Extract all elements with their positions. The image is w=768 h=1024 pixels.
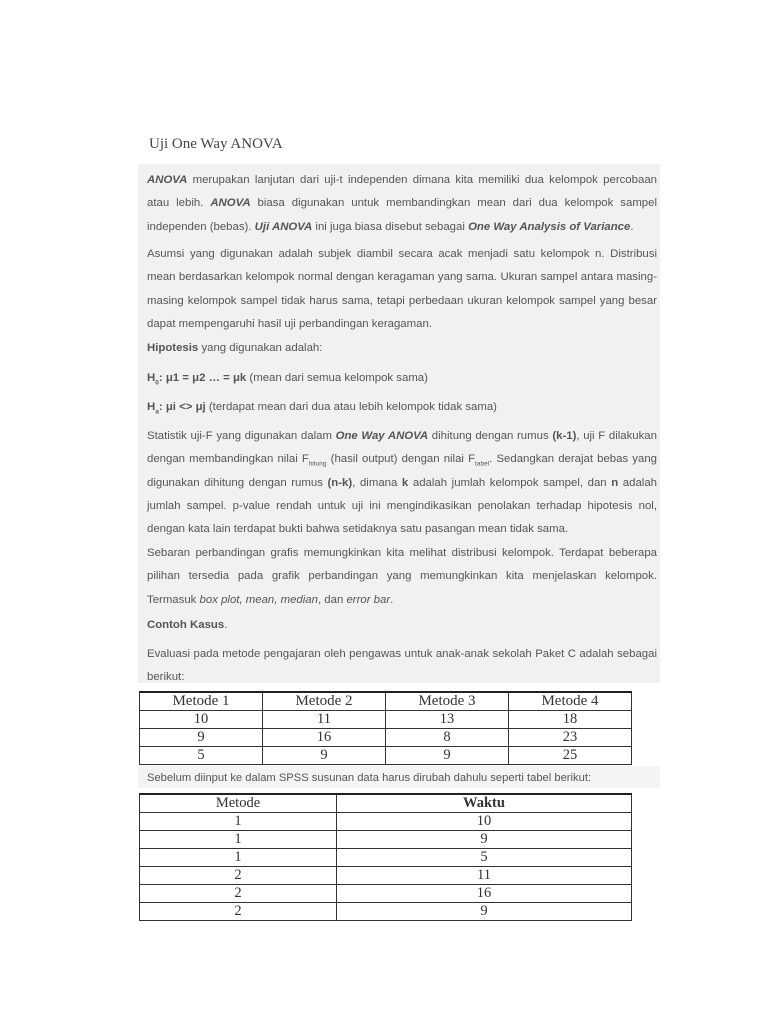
anova-term: ANOVA [147,174,188,186]
paragraph-hipotesis [147,337,657,360]
table-cell: 1 [140,831,337,849]
paragraph-contoh: Contoh Kasus. [147,619,228,631]
owa-term-3: One Way ANOVA [335,430,429,442]
h0-symbol: $H_0$: μ1 = μ2 … = μk [147,372,247,387]
table-cell: 16 [337,885,632,903]
table-row [140,711,632,729]
paragraph-intro [147,169,657,239]
paragraph-asumsi: Asumsi yang digunakan adalah subjek diambil secara acak menjadi satu kelompok n. Distribusi mean berdasarkan kelompok normal dengan keragaman yang sama. Ukuran sampel antara masing-masing kelompok sampel tidak harus sama, tetapi perbedaan ukuran kelompok sampel yang besar dapat mempengaruhi hasil uji perbandingan keragaman. [147,248,657,330]
header-cell: Metode 1 [140,692,263,711]
table-row [140,831,632,849]
table-spss [139,793,632,921]
table-row [140,729,632,747]
table-row [140,813,632,831]
hypothesis-h0 [147,367,657,390]
hipotesis-label: Hipotesis [147,342,199,354]
paragraph-sebaran: Sebaran perbandingan grafis memungkinkan kita melihat distribusi kelompok. Terdapat beberapa pilihan tersedia pada grafik perbandingan yang memungkinkan kita menjelaskan kelompok. Termasuk box plot, mean, median, dan error bar. [147,547,657,606]
table-cell: 9 [140,729,263,747]
table-cell: 8 [386,729,509,747]
table-cell: 23 [509,729,632,747]
table-cell: 9 [337,903,632,921]
header-cell: Metode 2 [263,692,386,711]
paragraph-statistik: Statistik uji-F yang digunakan dalam One Way ANOVA dihitung dengan rumus (k-1), uji F dilakukan dengan membandingkan nilai $F_{hitung}$ (hasil output) dengan nilai $F_{tabel}$. Sedangkan derajat bebas yang digunakan dihitung dengan rumus (n-k), dimana k adalah jumlah kelompok sampel, dan n adalah jumlah sampel. p-value rendah untuk uji ini mengindikasikan penolakan terhadap hipotesis nol, dengan kata lain terdapat bukti bahwa setidaknya satu pasangan mean tidak sama. [147,430,658,536]
contoh-label: Contoh Kasus [147,619,225,631]
page-title: Uji One Way ANOVA [149,136,283,152]
table-header-row [140,794,632,813]
table-row [140,885,632,903]
table-cell: 10 [337,813,632,831]
table-cell: 5 [337,849,632,867]
table-cell: 9 [337,831,632,849]
table-cell: 11 [337,867,632,885]
table-cell: 16 [263,729,386,747]
owa-term: One Way Analysis of Variance [468,220,631,233]
table-cell: 2 [140,867,337,885]
paragraph-sebelum: Sebelum diinput ke dalam SPSS susunan data harus dirubah dahulu seperti tabel berikut: [147,772,592,784]
table-row [140,903,632,921]
table-header-row [140,692,632,711]
header-cell: Waktu [337,794,632,813]
table-cell: 2 [140,885,337,903]
table-cell: 10 [140,711,263,729]
table-cell: 11 [263,711,386,729]
anova-term-2: ANOVA [210,197,251,210]
header-cell: Metode 4 [509,692,632,711]
table-cell: 1 [140,813,337,831]
hipotesis-text: yang digunakan adalah: [198,342,323,354]
table-cell: 18 [509,711,632,729]
intro-text-3: ini juga biasa disebut sebagai [312,220,469,233]
table-row [140,747,632,765]
ha-desc: (terdapat mean dari dua atau lebih kelompok tidak sama) [205,401,497,413]
paragraph-evaluasi: Evaluasi pada metode pengajaran oleh pengawas untuk anak-anak sekolah Paket C adalah sebagai berikut: [147,648,657,684]
table-cell: 13 [386,711,509,729]
header-cell: Metode [140,794,337,813]
header-cell: Metode 3 [386,692,509,711]
table-cell: 2 [140,903,337,921]
uji-anova-term: Uji ANOVA [254,220,313,233]
table-cell: 25 [509,747,632,765]
table-cell: 1 [140,849,337,867]
intro-text-2: biasa digunakan untuk membandingkan mean dari dua kelompok sampel independen (bebas). [147,197,658,233]
table-cell: 5 [140,747,263,765]
h0-desc: (mean dari semua kelompok sama) [246,372,428,384]
table-row [140,849,632,867]
hypothesis-ha [147,396,657,419]
intro-text-1: merupakan lanjutan dari uji-t independen dimana kita memiliki dua kelompok percobaan atau lebih. [147,174,657,210]
table-metode [139,691,632,765]
intro-text-4: . [630,220,634,233]
table-cell: 9 [386,747,509,765]
table-row [140,867,632,885]
table-cell: 9 [263,747,386,765]
ha-symbol: $H_a$: μi <> μj [147,401,206,416]
